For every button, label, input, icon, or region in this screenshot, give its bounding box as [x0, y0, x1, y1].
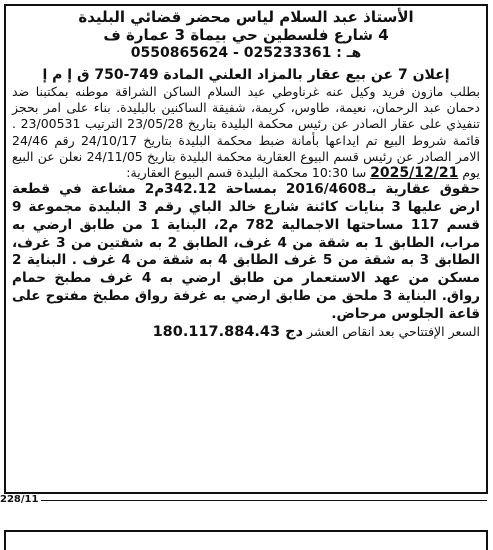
lawyer-address: 4 شارع فلسطين حي بيماة 3 عمارة ف: [103, 26, 389, 44]
lawyer-name: الأستاذ عبد السلام لياس محضر قضائي البليدة: [78, 8, 414, 26]
next-notice-frame: [4, 530, 488, 550]
opening-price: 180.117.884.43 دج: [152, 323, 304, 340]
price-intro: السعر الإفتتاحي بعد انقاص العشر: [307, 323, 480, 339]
opening-price-line: [12, 324, 480, 340]
notice-title: إعلان 7 عن بيع عقار بالمزاد العلني المادة 749-750 ق إ م إ: [42, 67, 450, 83]
sale-date: 2025/12/21: [370, 165, 459, 182]
notice-content: [12, 8, 480, 340]
auction-notice: [4, 4, 488, 494]
property-description: حقوق عقارية بـ2016/4608 بمساحة 342.12م2 مشاعة في قطعة ارض عليها 3 بنايات كائنة شارع خالد الباي رقم 3 البليدة مجموعة 9 قسم 117 مساحتها الاجمالية 782 م2، البناية 1 من طابق ارضي به مراب، الطابق 1 به شقة من 4 غرف، الطابق 2 به شقتين من 3 غرف، الطابق 3 به شقة من 5 غرف الطابق 4 به شقة من 4 غرف . البناية 2 مسكن من عهد الاستعمار من طابق ارضي به 4 غرف مطبخ حمام رواق. البناية 3 ملحق من طابق ارضي به غرفة رواق مطبخ مفتوح على قاعة الجلوس مرحاض.: [12, 181, 480, 322]
notice-body: [12, 84, 480, 181]
sale-time: سا 10:30 محكمة البليدة قسم البيوع العقارية:: [126, 165, 367, 181]
lawyer-phones: هـ : 025233361 - 0550865624: [130, 45, 362, 61]
notice-body-text: بطلب مازون فريد وكيل عنه غرناوطي عبد السلام الساكن الشراقة موطنه بمكتبنا ضد دحمان عبد الرحمان، نعيمة، طاوس، كريمة، شفيقة الساكنين بالبليدة. بناء على امر بحجز تنفيذي على عقار الصادر عن رئيس محكمة البليدة بتاريخ 23/05/28 الترتيب 23/00531 . قائمة شروط البيع تم ايداعها بأمانة ضبط محكمة البليدة بتاريخ 24/10/17 رقم 24/46 الامر الصادر عن رئيس قسم البيوع العقارية محكمة البليدة بتاريخ 24/11/05 نعلن عن البيع يوم: [12, 84, 480, 181]
footer-divider: [38, 500, 487, 501]
notice-reference: 228/11: [0, 494, 41, 506]
